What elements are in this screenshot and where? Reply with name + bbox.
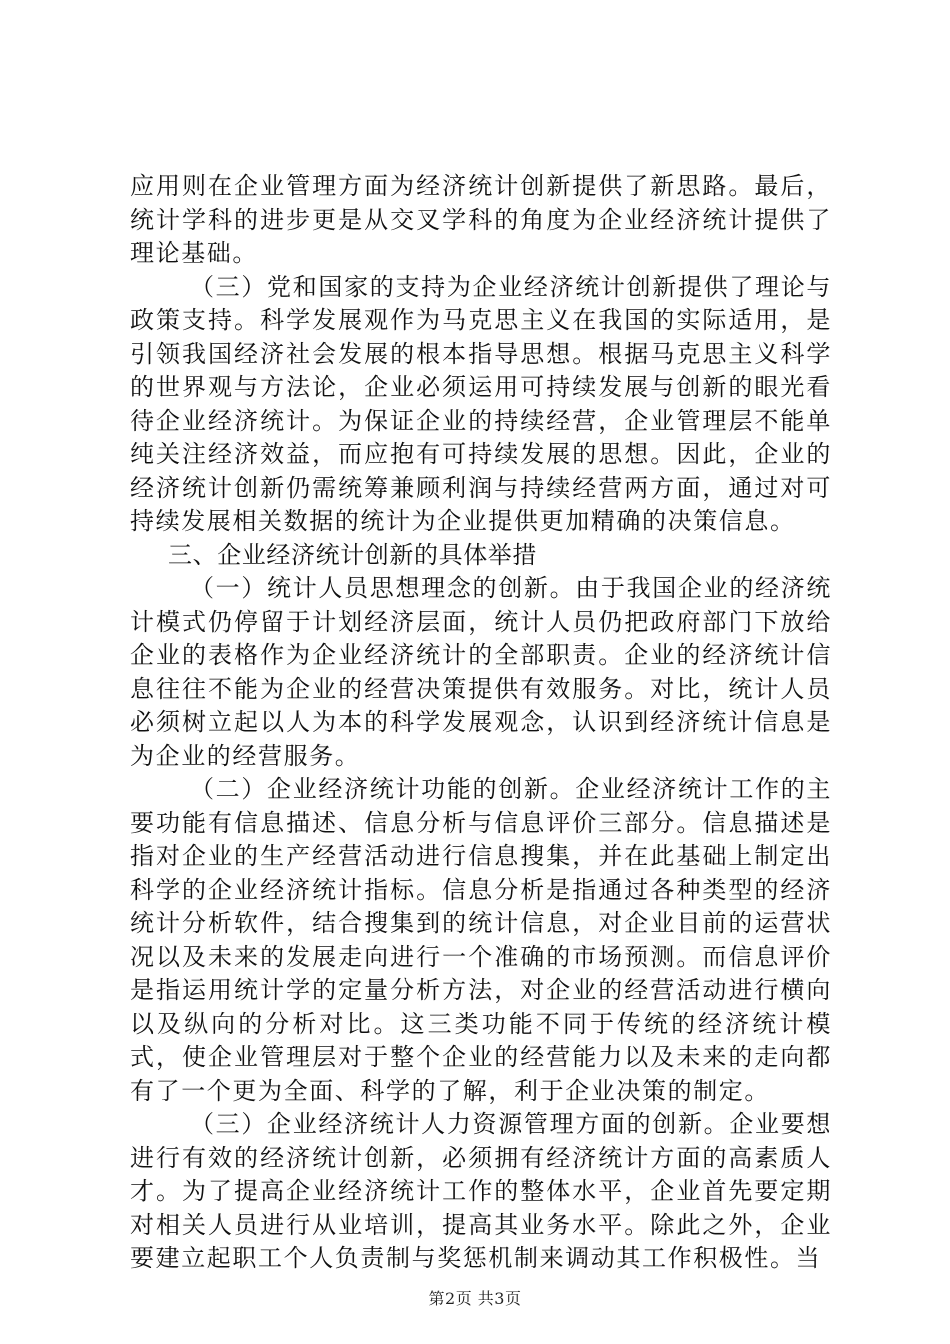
- paragraph-function-innovation: （二）企业经济统计功能的创新。企业经济统计工作的主要功能有信息描述、信息分析与信息评价三部分。信息描述是指对企业的生产经营活动进行信息搜集，并在此基础上制定出科学的企业经济统计指标。信息分析是指通过各种类型的经济统计分析软件，结合搜集到的统计信息，对企业目前的运营状况以及未来的发展走向进行一个准确的市场预测。而信息评价是指运用统计学的定量分析方法，对企业的经营活动进行横向以及纵向的分析对比。这三类功能不同于传统的经济统计模式，使企业管理层对于整个企业的经营能力以及未来的走向都有了一个更为全面、科学的了解，利于企业决策的制定。: [130, 775, 832, 1105]
- paragraph-hr-innovation: （三）企业经济统计人力资源管理方面的创新。企业要想进行有效的经济统计创新，必须拥有经济统计方面的高素质人才。为了提高企业经济统计工作的整体水平，企业首先要定期对相关人员进行从业培训，提高其业务水平。除此之外，企业要建立起职工个人负责制与奖惩机制来调动其工作积极性。当: [130, 1110, 832, 1272]
- section-heading: 三、企业经济统计创新的具体举措: [168, 540, 537, 569]
- paragraph-continuation: 应用则在企业管理方面为经济统计创新提供了新思路。最后，统计学科的进步更是从交叉学科的角度为企业经济统计提供了理论基础。: [130, 172, 832, 267]
- document-body: [130, 170, 832, 1276]
- page-footer: 第2页 共3页: [428, 1289, 522, 1308]
- paragraph-party-support: （三）党和国家的支持为企业经济统计创新提供了理论与政策支持。科学发展观作为马克思主义在我国的实际适用，是引领我国经济社会发展的根本指导思想。根据马克思主义科学的世界观与方法论，企业必须运用可持续发展与创新的眼光看待企业经济统计。为保证企业的持续经营，企业管理层不能单纯关注经济效益，而应抱有可持续发展的思想。因此，企业的经济统计创新仍需统筹兼顾利润与持续经营两方面，通过对可持续发展相关数据的统计为企业提供更加精确的决策信息。: [130, 272, 832, 535]
- paragraph-staff-concept: （一）统计人员思想理念的创新。由于我国企业的经济统计模式仍停留于计划经济层面，统计人员仍把政府部门下放给企业的表格作为企业经济统计的全部职责。企业的经济统计信息往往不能为企业的经营决策提供有效服务。对比，统计人员必须树立起以人为本的科学发展观念，认识到经济统计信息是为企业的经营服务。: [130, 574, 832, 770]
